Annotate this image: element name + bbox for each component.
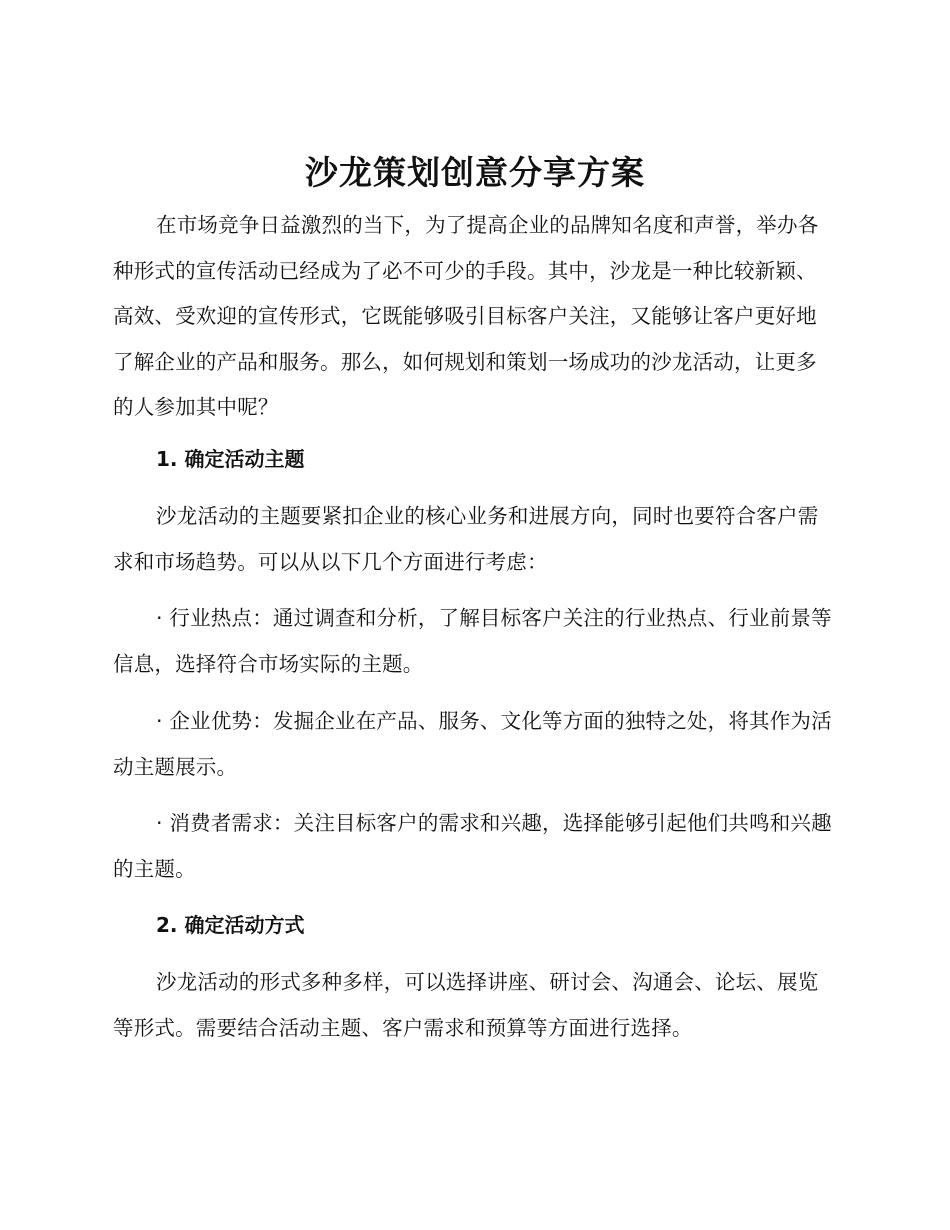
section-1-heading: 1. 确定活动主题	[156, 447, 305, 471]
section-2-heading: 2. 确定活动方式	[156, 913, 305, 937]
section-1-paragraph: 沙龙活动的主题要紧扣企业的核心业务和进展方向，同时也要符合客户需求和市场趋势。可以从以下几个方面进行考虑：	[113, 504, 819, 574]
bullet-industry-hotspot: · 行业热点：通过调查和分析，了解目标客户关注的行业热点、行业前景等信息，选择符合市场实际的主题。	[113, 606, 832, 676]
bullet-consumer-needs: · 消费者需求：关注目标客户的需求和兴趣，选择能够引起他们共鸣和兴趣的主题。	[113, 811, 832, 881]
bullet-company-advantage: · 企业优势：发掘企业在产品、服务、文化等方面的独特之处，将其作为活动主题展示。	[113, 709, 832, 779]
intro-paragraph: 在市场竞争日益激烈的当下，为了提高企业的品牌知名度和声誉，举办各种形式的宣传活动已经成为了必不可少的手段。其中，沙龙是一种比较新颖、高效、受欢迎的宣传形式，它既能够吸引目标客户关注，又能够让客户更好地了解企业的产品和服务。那么，如何规划和策划一场成功的沙龙活动，让更多的人参加其中呢？	[113, 213, 819, 419]
document-title: 沙龙策划创意分享方案	[305, 153, 645, 192]
section-2-paragraph: 沙龙活动的形式多种多样，可以选择讲座、研讨会、沟通会、论坛、展览等形式。需要结合活动主题、客户需求和预算等方面进行选择。	[113, 970, 819, 1040]
